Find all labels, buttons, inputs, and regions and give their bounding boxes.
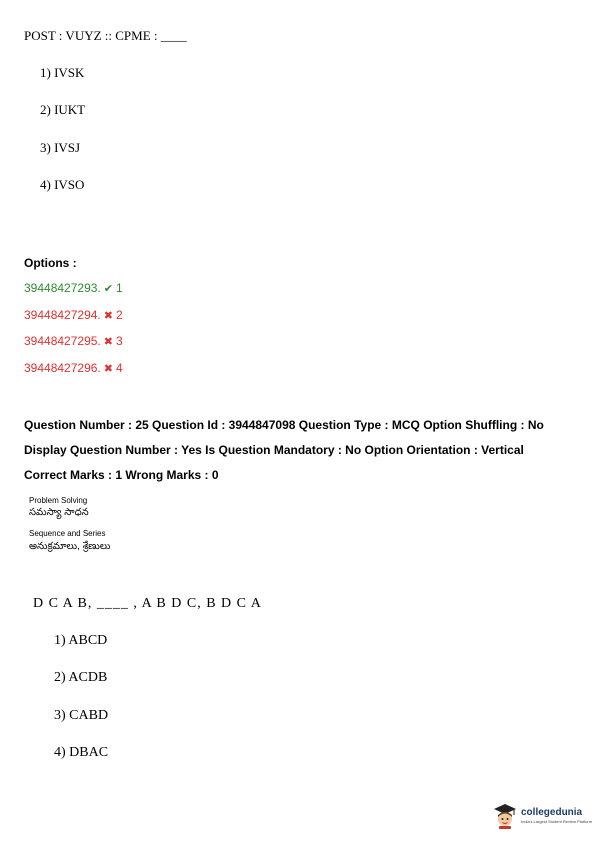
check-icon: ✔ [103,283,113,295]
answer-id: 39448427294. [24,308,101,322]
question-2-meta-line-1: Question Number : 25 Question Id : 3944847098 Question Type : MCQ Option Shuffling : No [24,418,544,432]
answer-id: 39448427296. [24,361,101,375]
cross-icon: ✖ [103,336,113,348]
question-1-option-3: 3) IVSJ [40,140,81,155]
subtopic-telugu: అనుక్రమాలు, శ్రేణులు [29,541,111,552]
answer-number: 4 [115,361,123,375]
answer-number: 1 [115,281,123,295]
subtopic-english: Sequence and Series [29,529,106,538]
question-1-option-2: 2) IUKT [40,102,86,117]
logo-name: collegedunia [521,807,583,818]
answer-option-3 [24,334,123,348]
graduate-mascot-icon [493,803,517,829]
question-2-option-4: 4) DBAC [54,745,109,760]
answer-number: 3 [115,334,123,348]
question-2-option-3: 3) CABD [54,708,109,723]
collegedunia-logo [493,801,592,831]
question-2-option-1: 1) ABCD [54,633,108,648]
answer-option-4 [24,361,123,375]
answer-number: 2 [115,308,123,322]
question-2-option-2: 2) ACDB [54,670,108,685]
answer-option-2 [24,308,123,322]
answer-id: 39448427295. [24,334,101,348]
cross-icon: ✖ [103,363,113,375]
topic-english: Problem Solving [29,496,88,505]
question-1-option-1: 1) IVSK [40,65,85,80]
cross-icon: ✖ [103,310,113,322]
answer-id: 39448427293. [24,281,101,295]
logo-tagline: India's Largest Student Review Platform [521,819,593,824]
answer-option-1 [24,281,123,295]
question-1-prompt: POST : VUYZ :: CPME : ____ [24,28,187,43]
question-2-prompt: D C A B, ____ , A B D C, B D C A [33,596,262,611]
question-2-meta-line-2: Display Question Number : Yes Is Question Mandatory : No Option Orientation : Vertical [24,443,524,457]
options-heading: Options : [24,256,77,270]
topic-telugu: సమస్యా సాధన [29,507,89,518]
question-2-meta-line-3: Correct Marks : 1 Wrong Marks : 0 [24,468,219,482]
question-1-option-4: 4) IVSO [40,177,85,192]
